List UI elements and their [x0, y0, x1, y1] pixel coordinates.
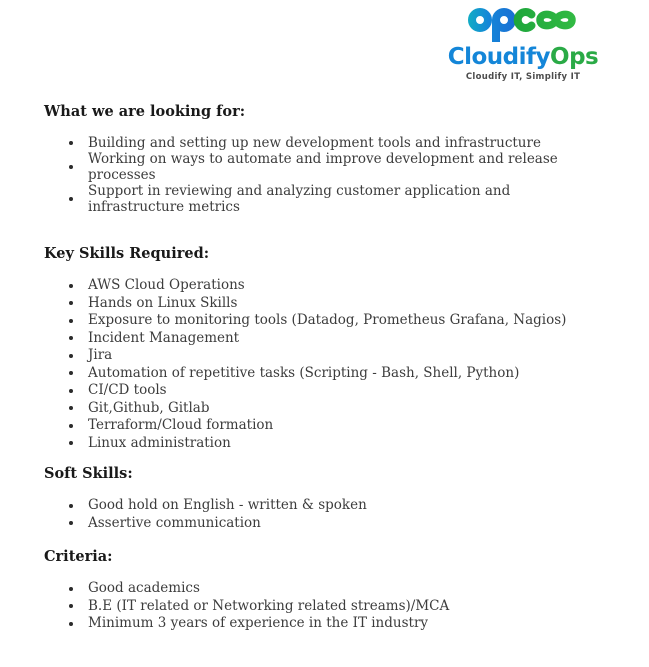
section-heading-key-skills: Key Skills Required:	[44, 245, 210, 262]
brand-tagline: Cloudify IT, Simplify IT	[465, 72, 581, 83]
list-item: Working on ways to automate and improve development and release processes	[44, 151, 609, 183]
section-heading-soft-skills: Soft Skills:	[44, 465, 133, 482]
list-item: Git,Github, Gitlab	[44, 400, 609, 418]
list-item: AWS Cloud Operations	[44, 277, 609, 295]
brand-name-ops: Ops	[550, 44, 599, 70]
list-item: Building and setting up new development tools and infrastructure	[44, 135, 609, 151]
section-heading-what-we-are-looking-for: What we are looking for:	[44, 103, 246, 120]
list-item: Good hold on English - written & spoken	[44, 497, 609, 515]
bullet-list-soft-skills	[44, 497, 609, 532]
opc-infinity-logo-icon	[467, 7, 579, 44]
list-item: CI/CD tools	[44, 382, 609, 400]
section-heading-criteria: Criteria:	[44, 548, 113, 565]
list-item: Automation of repetitive tasks (Scripting - Bash, Shell, Python)	[44, 365, 609, 383]
brand-name-cloudify: Cloudify	[447, 44, 551, 70]
list-item: Exposure to monitoring tools (Datadog, Prometheus Grafana, Nagios)	[44, 312, 609, 330]
list-item: Incident Management	[44, 330, 609, 348]
list-item: Support in reviewing and analyzing customer application and infrastructure metrics	[44, 183, 609, 215]
list-item: Hands on Linux Skills	[44, 295, 609, 313]
bullet-list-key-skills	[44, 277, 609, 452]
list-item: Assertive communication	[44, 515, 609, 533]
brand-name	[448, 45, 599, 69]
list-item: Linux administration	[44, 435, 609, 453]
list-item: Jira	[44, 347, 609, 365]
list-item: Good academics	[44, 580, 609, 598]
bullet-list-what-we-are-looking-for	[44, 135, 609, 215]
document-body	[0, 103, 649, 633]
bullet-list-criteria	[44, 580, 609, 633]
list-item: Minimum 3 years of experience in the IT industry	[44, 615, 609, 633]
company-logo	[443, 7, 603, 82]
list-item: Terraform/Cloud formation	[44, 417, 609, 435]
list-item: B.E (IT related or Networking related streams)/MCA	[44, 598, 609, 616]
